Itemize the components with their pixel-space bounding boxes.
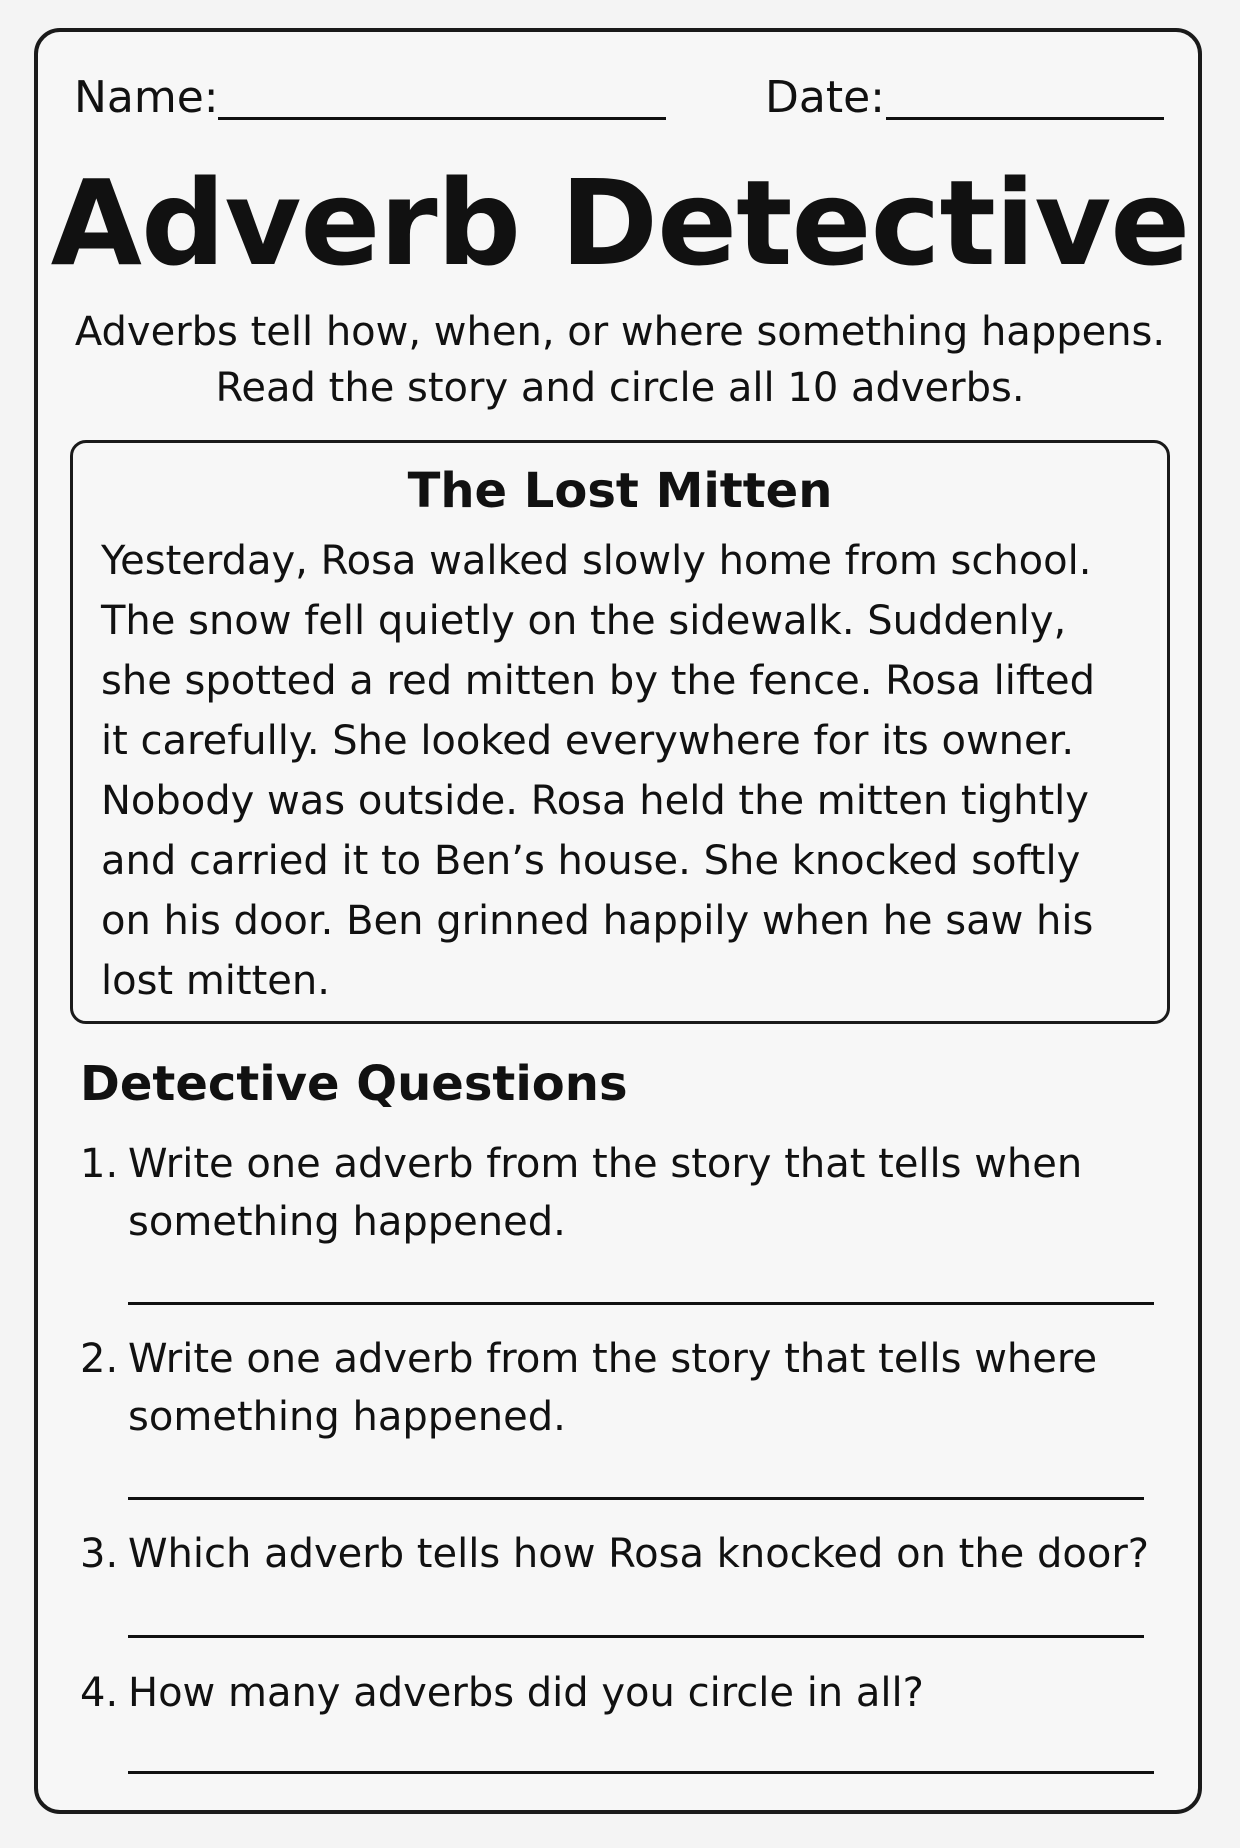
- intro-line-1: Adverbs tell how, when, or where something happens.: [74, 309, 1166, 355]
- story-title: The Lost Mitten: [407, 463, 833, 519]
- questions-title: Detective Questions: [80, 1056, 628, 1112]
- date-field[interactable]: [886, 117, 1164, 120]
- story-line: The snow fell quietly on the sidewalk. Suddenly,: [101, 598, 1067, 644]
- question-number: 4.: [80, 1670, 119, 1716]
- answer-line-2[interactable]: [128, 1497, 1144, 1500]
- answer-line-3[interactable]: [128, 1635, 1144, 1638]
- question-text: Write one adverb from the story that tells when something happened.: [128, 1141, 1083, 1245]
- story-line: and carried it to Ben’s house. She knocked softly: [101, 838, 1081, 884]
- story-line: lost mitten.: [101, 958, 330, 1004]
- answer-line-4[interactable]: [128, 1771, 1154, 1774]
- story-line: it carefully. She looked everywhere for its owner.: [101, 718, 1075, 764]
- question-number: 1.: [80, 1141, 119, 1187]
- story-line: on his door. Ben grinned happily when he saw his: [101, 898, 1094, 944]
- date-label: Date:: [765, 72, 885, 123]
- question-number: 3.: [80, 1531, 119, 1577]
- answer-line-1[interactable]: [128, 1302, 1154, 1305]
- question-text: Write one adverb from the story that tells where something happened.: [128, 1336, 1098, 1440]
- page-title: Adverb Detective: [50, 154, 1190, 292]
- question-text: How many adverbs did you circle in all?: [128, 1670, 924, 1716]
- name-label: Name:: [74, 72, 219, 123]
- story-line: Yesterday, Rosa walked slowly home from school.: [101, 538, 1092, 584]
- question-text: Which adverb tells how Rosa knocked on the door?: [128, 1531, 1150, 1577]
- story-box: [70, 440, 1170, 1024]
- question-number: 2.: [80, 1336, 119, 1382]
- story-line: she spotted a red mitten by the fence. Rosa lifted: [101, 658, 1095, 704]
- story-line: Nobody was outside. Rosa held the mitten tightly: [101, 778, 1089, 824]
- intro-line-2: Read the story and circle all 10 adverbs.: [215, 365, 1025, 411]
- name-field[interactable]: [218, 117, 666, 120]
